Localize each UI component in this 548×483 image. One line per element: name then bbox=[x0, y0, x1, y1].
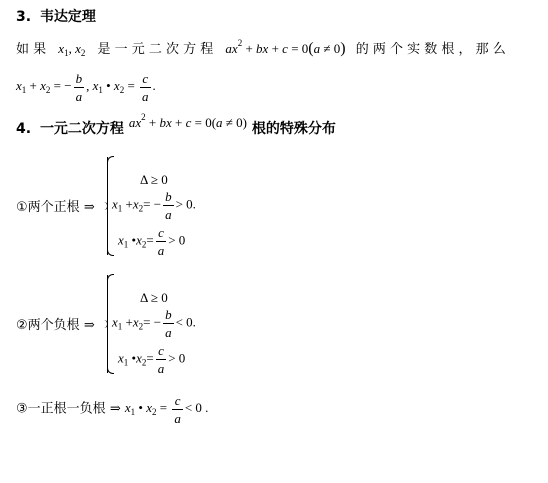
vieta-product-formula: $x_1$ • $x_2$ = $\frac{c}{a}$ . bbox=[92, 71, 156, 104]
quadratic-equation-inline: $ax^2$ + bx + c = 0(a ≠ 0) bbox=[225, 38, 346, 57]
case-2-label: ②两个负根 ⇒ bbox=[16, 317, 95, 333]
case-3-label: ③一正根一负根 ⇒ $x_1$ • $x_2$ = $\frac{c}{a}$ < 0 . bbox=[16, 393, 209, 426]
case-1-text: 两个正根 bbox=[27, 200, 80, 215]
section-3-number: 3. bbox=[16, 9, 32, 25]
case-2-text: 两个负根 bbox=[27, 318, 80, 333]
case-1-marker: ① bbox=[16, 200, 28, 215]
case-3-text: 一正根一负根 bbox=[27, 401, 106, 417]
quadratic-equation-heading: $ax^2$ + bx + c = 0(a ≠ 0) bbox=[128, 112, 248, 130]
case-2-condition-discriminant: Δ ≥ 0 bbox=[140, 290, 168, 305]
case-3-marker: ③ bbox=[16, 401, 28, 417]
section-3-title: 韦达定理 bbox=[39, 9, 96, 25]
case-1-condition-sum: $x_1 +x_2=$ − $\frac{b}{a}$ > 0. bbox=[112, 189, 196, 222]
vieta-statement-line bbox=[16, 38, 506, 58]
case-1-label: ①两个正根 ⇒ bbox=[16, 199, 95, 215]
case-2-condition-product: $x_1$ $•x_2=$ $\frac{c}{a}$ > 0 bbox=[118, 343, 186, 376]
section-4-title-suffix: 根的特殊分布 bbox=[251, 121, 336, 137]
case-3-condition-product: $x_1$ • $x_2$ = $\frac{c}{a}$ < 0 . bbox=[124, 393, 209, 426]
case-1-condition-discriminant: Δ ≥ 0 bbox=[140, 172, 168, 187]
statement-mid: 是 一 元 二 次 方 程 bbox=[97, 42, 214, 57]
case-2-marker: ② bbox=[16, 318, 28, 333]
case-2-condition-sum: $x_1 +x_2=$ − $\frac{b}{a}$ < 0. bbox=[112, 307, 196, 340]
roots-label: $x_1$, $x_2$ bbox=[58, 41, 86, 58]
vieta-sum-formula: $x_1 + x_2$ = − $\frac{b}{a}$ bbox=[16, 71, 83, 104]
section-4-heading bbox=[16, 112, 336, 138]
section-3-heading bbox=[16, 6, 96, 26]
vieta-formulas: $x_1 + x_2$ = − $\frac{b}{a}$ , $x_1$ • $x_2$ = $\frac{c}{a}$ . bbox=[16, 71, 156, 104]
statement-prefix: 如 果 bbox=[16, 42, 47, 57]
section-4-number: 4. bbox=[16, 121, 32, 137]
case-1-condition-product: $x_1$ $•x_2=$ $\frac{c}{a}$ > 0 bbox=[118, 225, 186, 258]
section-4-title-prefix: 一元二次方程 bbox=[39, 121, 124, 137]
statement-suffix: 的 两 个 实 数 根 ， 那 么 bbox=[355, 42, 506, 57]
